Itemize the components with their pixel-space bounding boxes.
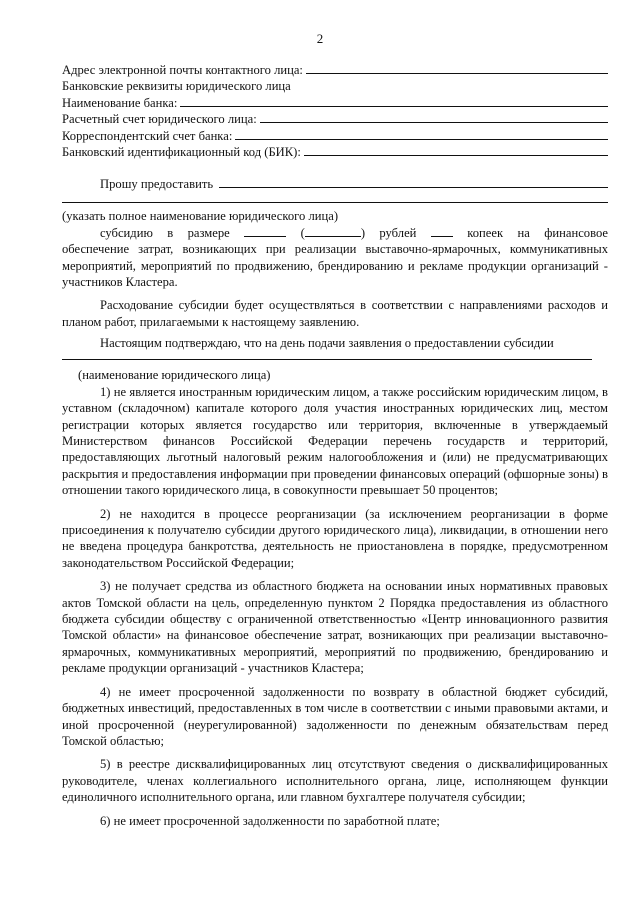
corr-account-label: Корреспондентский счет банка: [62, 128, 233, 143]
account-row [62, 111, 608, 127]
open-paren: ( [300, 225, 305, 240]
contact-details-block [62, 62, 608, 160]
request-entity-line-2[interactable] [62, 192, 608, 203]
condition-item-1: 1) не является иностранным юридическим лицом, а также российским юридическим лицом, в уставном (складочном) капитале которого доля участия иностранных юридических лиц, местом регистрации которых является государство или территория, включенные в утверждаемый Министерством финансов Российской Федерации перечень государств и территорий, предоставляющих льготный налоговый режим налогообложения и (или) не предусматривающих раскрытия и предоставления информации при проведении финансовых операций (офшорные зоны) в отношении такого юридического лица, в совокупности превышает 50 процентов; [62, 384, 608, 498]
subsidy-amount-line [62, 225, 608, 241]
bank-name-line[interactable] [180, 95, 608, 107]
confirmation-block [62, 335, 608, 829]
request-entity-hint: (указать полное наименование юридического лица) [62, 209, 339, 224]
account-line[interactable] [260, 111, 608, 123]
expenditure-text: Расходование субсидии будет осуществляться в соответствии с направлениями расходов и планом работ, прилагаемыми к настоящему заявлению. [62, 298, 608, 329]
bik-line[interactable] [304, 144, 608, 156]
bank-name-label: Наименование банка: [62, 95, 178, 110]
bank-details-row [62, 78, 608, 94]
kopeck-blank[interactable] [431, 226, 453, 237]
condition-item-2: 2) не находится в процессе реорганизации (за исключением реорганизации в форме присоединения к получателю субсидии другого юридического лица), ликвидации, в отношении него не введена процедура банкротства, деятельность не приостановлена в порядке, предусмотренном законодательством Российской Федерации; [62, 506, 608, 570]
condition-item-3: 3) не получает средства из областного бюджета на основании иных нормативных правовых актов Томской области на цель, определенную пунктом 2 Порядка предоставления из областного бюджета субсидии обществу с ограниченной ответственностью «Центр инновационного развития Томской области» на финансовое обеспечение затрат, возникающих при реализации выставочно-ярмарочных, коммуникативных мероприятий, мероприятий по продвижению, брендированию и рекламе продукции организаций - участников Кластера; [62, 579, 608, 676]
condition-item-5: 5) в реестре дисквалифицированных лиц отсутствуют сведения о дисквалифицированных руководителе, членах коллегиального исполнительного органа, лице, исполняющем функции единоличного исполнительного органа, или главном бухгалтере получателя субсидии; [62, 757, 608, 805]
amount-blank[interactable] [244, 226, 286, 237]
rub-text: ) рублей [360, 225, 417, 240]
confirm-entity-line[interactable] [62, 351, 592, 360]
condition-item-4: 4) не имеет просроченной задолженности по возврату в областной бюджет субсидий, бюджетных инвестиций, предоставленных в том числе в соответствии с иными правовыми актами, и иной просроченной (неурегулированной) задолженности по денежным обязательствам перед Томской областью; [62, 684, 608, 748]
subsidy-amount-text: субсидию в размере [100, 225, 230, 240]
request-row [62, 176, 608, 192]
confirm-entity-hint-row [62, 367, 608, 383]
request-entity-hint-row [62, 208, 608, 224]
page-number: 2 [316, 31, 324, 46]
conditions-list [62, 384, 608, 829]
email-field-row [62, 62, 608, 78]
email-field-line[interactable] [306, 62, 608, 74]
confirm-entity-hint: (наименование юридического лица) [78, 368, 271, 383]
amount-words-blank[interactable] [305, 226, 361, 237]
bank-details-heading: Банковские реквизиты юридического лица [62, 79, 291, 94]
bank-name-row [62, 95, 608, 111]
account-label: Расчетный счет юридического лица: [62, 112, 257, 127]
request-label: Прошу предоставить [100, 177, 214, 191]
request-block [62, 176, 608, 330]
condition-item-6: 6) не имеет просроченной задолженности по заработной плате; [100, 813, 440, 828]
bik-label: Банковский идентификационный код (БИК): [62, 144, 301, 159]
request-entity-line[interactable] [219, 176, 608, 188]
subsidy-purpose-text: обеспечение затрат, возникающих при реализации выставочно-ярмарочных, коммуникативных мероприятий, мероприятий по продвижению, брендированию и рекламе продукции организаций - участников Кластера. [62, 242, 608, 289]
bik-row [62, 144, 608, 160]
confirmation-intro: Настоящим подтверждаю, что на день подачи заявления о предоставлении субсидии [100, 336, 554, 350]
kopeck-text: копеек на финансовое [467, 225, 608, 240]
corr-account-row [62, 128, 608, 144]
corr-account-line[interactable] [235, 128, 608, 140]
email-field-label: Адрес электронной почты контактного лица: [62, 63, 303, 77]
